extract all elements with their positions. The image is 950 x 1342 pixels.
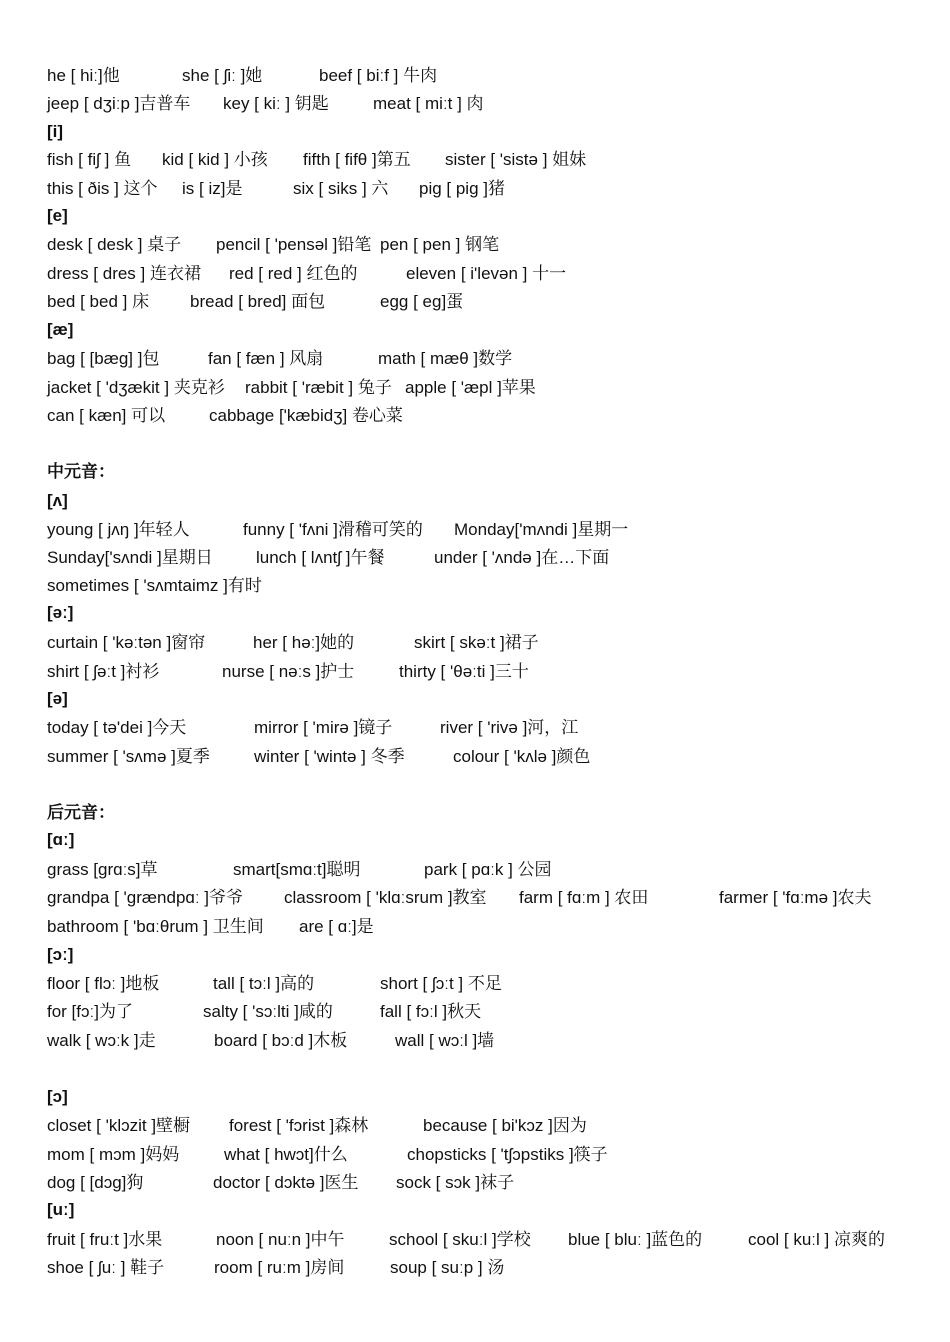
word-entry-sometimes: sometimes [ 'sʌmtaimz ]有时 — [47, 576, 262, 595]
word-entry-today: today [ tə'dei ]今天 — [47, 718, 187, 737]
word-entry-salty: salty [ 'sɔːlti ]咸的 — [203, 1002, 333, 1021]
word-entry-six: six [ siks ] 六 — [293, 179, 389, 198]
word-entry-soup: soup [ suːp ] 汤 — [390, 1258, 505, 1277]
word-entry-she: she [ ʃiː ]她 — [182, 66, 263, 85]
word-entry-chopsticks: chopsticks [ 'tʃɔpstiks ]筷子 — [407, 1145, 608, 1164]
word-entry-fall: fall [ fɔːl ]秋天 — [380, 1002, 482, 1021]
word-entry-young: young [ jʌŋ ]年轻人 — [47, 520, 190, 539]
phoneme-label: [uː] — [47, 1200, 75, 1219]
phoneme-label: [i] — [47, 122, 64, 141]
section-title: 后元音： — [47, 803, 115, 822]
word-entry-farm: farm [ fɑːm ] 农田 — [519, 888, 649, 907]
word-entry-cool: cool [ kuːl ] 凉爽的 — [748, 1230, 885, 1249]
word-entry-kid: kid [ kid ] 小孩 — [162, 150, 268, 169]
word-entry-is: is [ iz]是 — [182, 179, 243, 198]
word-entry-closet: closet [ 'klɔzit ]壁橱 — [47, 1116, 191, 1135]
phoneme-label: [e] — [47, 206, 68, 225]
word-entry-mirror: mirror [ 'mirə ]镜子 — [254, 718, 393, 737]
word-entry-sunday: Sunday['sʌndi ]星期日 — [47, 548, 213, 567]
word-entry-doctor: doctor [ dɔktə ]医生 — [213, 1173, 359, 1192]
word-entry-wall: wall [ wɔːl ]墙 — [395, 1031, 495, 1050]
word-entry-classroom: classroom [ 'klɑːsrum ]教室 — [284, 888, 487, 907]
word-entry-noon: noon [ nuːn ]中午 — [216, 1230, 345, 1249]
word-entry-grass: grass [grɑːs]草 — [47, 860, 158, 879]
word-entry-rabbit: rabbit [ 'ræbit ] 兔子 — [245, 378, 392, 397]
word-entry-floor: floor [ flɔː ]地板 — [47, 974, 160, 993]
word-entry-winter: winter [ 'wintə ] 冬季 — [254, 747, 405, 766]
word-entry-dog: dog [ [dɔg]狗 — [47, 1173, 144, 1192]
word-entry-bread: bread [ bred] 面包 — [190, 292, 326, 311]
word-entry-short: short [ ʃɔːt ] 不足 — [380, 974, 502, 993]
word-entry-under: under [ 'ʌndə ]在…下面 — [434, 548, 610, 567]
word-entry-cabbage: cabbage ['kæbidʒ] 卷心菜 — [209, 406, 403, 425]
word-entry-fruit: fruit [ fruːt ]水果 — [47, 1230, 163, 1249]
word-entry-pencil: pencil [ 'pensəl ]铅笔 — [216, 235, 372, 254]
word-entry-eleven: eleven [ i'levən ] 十一 — [406, 264, 567, 283]
word-entry-mom: mom [ mɔm ]妈妈 — [47, 1145, 180, 1164]
word-entry-shirt: shirt [ ʃəːt ]衬衫 — [47, 662, 160, 681]
word-entry-dress: dress [ dres ] 连衣裙 — [47, 264, 201, 283]
word-entry-pig: pig [ pig ]猪 — [419, 179, 505, 198]
word-entry-tall: tall [ tɔːl ]高的 — [213, 974, 315, 993]
word-entry-board: board [ bɔːd ]木板 — [214, 1031, 348, 1050]
word-entry-key: key [ kiː ] 钥匙 — [223, 94, 329, 113]
word-entry-forest: forest [ 'fɔrist ]森林 — [229, 1116, 369, 1135]
word-entry-walk: walk [ wɔːk ]走 — [47, 1031, 156, 1050]
word-entry-what: what [ hwɔt]什么 — [224, 1145, 348, 1164]
word-entry-nurse: nurse [ nəːs ]护士 — [222, 662, 355, 681]
phoneme-label: [ɔ] — [47, 1087, 68, 1106]
phoneme-label: [ɑː] — [47, 830, 75, 849]
word-entry-skirt: skirt [ skəːt ]裙子 — [414, 633, 539, 652]
word-entry-bathroom: bathroom [ 'bɑːθrum ] 卫生间 — [47, 917, 264, 936]
word-entry-summer: summer [ 'sʌmə ]夏季 — [47, 747, 210, 766]
word-entry-sock: sock [ sɔk ]袜子 — [396, 1173, 515, 1192]
word-entry-jeep: jeep [ dʒiːp ]吉普车 — [47, 94, 191, 113]
word-entry-river: river [ 'rivə ]河，江 — [440, 718, 579, 737]
word-entry-fan: fan [ fæn ] 风扇 — [208, 349, 324, 368]
word-entry-park: park [ pɑːk ] 公园 — [424, 860, 552, 879]
word-entry-monday: Monday['mʌndi ]星期一 — [454, 520, 629, 539]
word-entry-funny: funny [ 'fʌni ]滑稽可笑的 — [243, 520, 423, 539]
word-entry-because: because [ bi'kɔz ]因为 — [423, 1116, 587, 1135]
word-entry-curtain: curtain [ 'kəːtən ]窗帘 — [47, 633, 206, 652]
word-entry-pen: pen [ pen ] 钢笔 — [380, 235, 500, 254]
word-entry-for: for [fɔː]为了 — [47, 1002, 133, 1021]
word-entry-farmer: farmer [ 'fɑːmə ]农夫 — [719, 888, 872, 907]
word-entry-her: her [ həː]她的 — [253, 633, 355, 652]
word-entry-fifth: fifth [ fifθ ]第五 — [303, 150, 411, 169]
word-entry-bed: bed [ bed ] 床 — [47, 292, 150, 311]
word-entry-this: this [ ðis ] 这个 — [47, 179, 158, 198]
word-entry-shoe: shoe [ ʃuː ] 鞋子 — [47, 1258, 165, 1277]
word-entry-egg: egg [ eg]蛋 — [380, 292, 464, 311]
word-entry-he: he [ hiː]他 — [47, 66, 120, 85]
phoneme-label: [æ] — [47, 320, 74, 339]
word-entry-room: room [ ruːm ]房间 — [214, 1258, 345, 1277]
word-entry-are: are [ ɑː]是 — [299, 917, 374, 936]
phoneme-label: [ə] — [47, 689, 68, 708]
word-entry-beef: beef [ biːf ] 牛肉 — [319, 66, 438, 85]
word-entry-colour: colour [ 'kʌlə ]颜色 — [453, 747, 591, 766]
word-entry-math: math [ mæθ ]数学 — [378, 349, 513, 368]
word-entry-blue: blue [ bluː ]蓝色的 — [568, 1230, 703, 1249]
word-entry-bag: bag [ [bæg] ]包 — [47, 349, 160, 368]
word-entry-smart: smart[smɑːt]聪明 — [233, 860, 361, 879]
word-entry-lunch: lunch [ lʌntʃ ]午餐 — [256, 548, 385, 567]
word-entry-thirty: thirty [ 'θəːti ]三十 — [399, 662, 529, 681]
word-entry-jacket: jacket [ 'dʒækit ] 夹克衫 — [47, 378, 225, 397]
word-entry-school: school [ skuːl ]学校 — [389, 1230, 531, 1249]
word-entry-red: red [ red ] 红色的 — [229, 264, 358, 283]
word-entry-meat: meat [ miːt ] 肉 — [373, 94, 484, 113]
phoneme-label: [ɔː] — [47, 945, 74, 964]
word-entry-apple: apple [ 'æpl ]苹果 — [405, 378, 536, 397]
word-entry-fish: fish [ fiʃ ] 鱼 — [47, 150, 132, 169]
phoneme-label: [ʌ] — [47, 491, 68, 510]
word-entry-desk: desk [ desk ] 桌子 — [47, 235, 182, 254]
word-entry-sister: sister [ 'sistə ] 姐妹 — [445, 150, 587, 169]
phoneme-label: [əː] — [47, 603, 74, 622]
word-entry-grandpa: grandpa [ 'grændpɑː ]爷爷 — [47, 888, 244, 907]
section-title: 中元音： — [47, 462, 115, 481]
word-entry-can: can [ kæn] 可以 — [47, 406, 166, 425]
